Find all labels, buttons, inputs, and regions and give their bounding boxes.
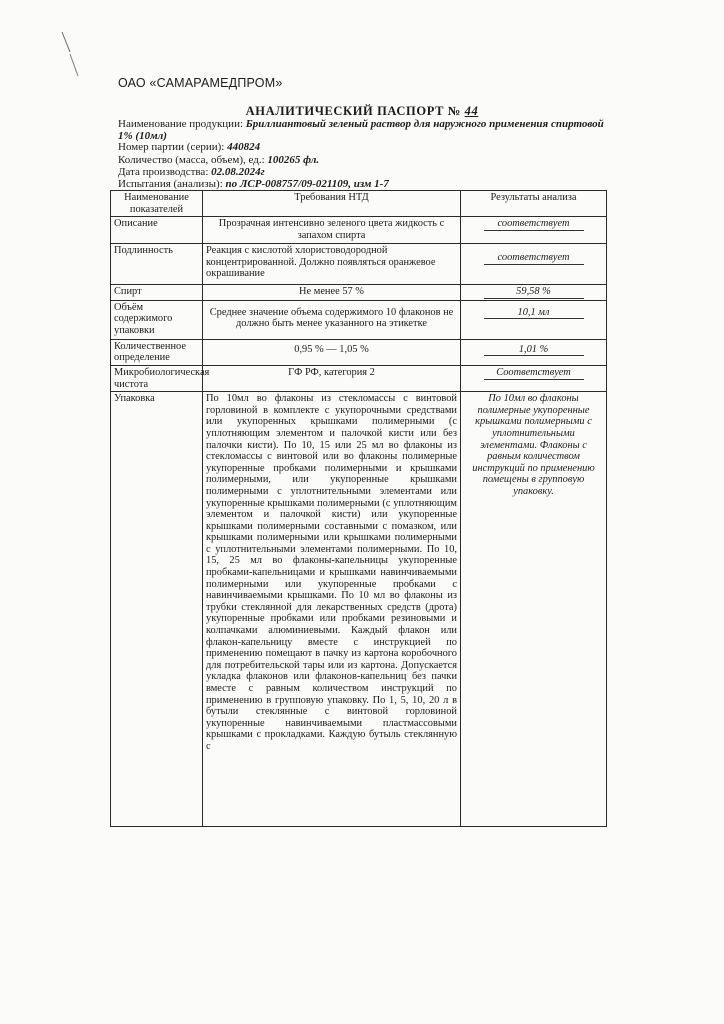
tests-line: [118, 178, 618, 190]
row-name: Упаковка: [111, 392, 203, 827]
production-date-line: [118, 166, 618, 178]
quantity-label: Количество (масса, объем), ед.:: [118, 154, 265, 166]
row-result-value: соответствует: [484, 218, 584, 231]
table-row: [111, 244, 607, 285]
row-result: [461, 365, 607, 391]
product-line: [118, 118, 618, 142]
row-name: Подлинность: [111, 244, 203, 285]
company-name: ОАО «САМАРАМЕДПРОМ»: [118, 76, 283, 90]
row-name: Микробиологическая чистота: [111, 365, 203, 391]
row-requirement: По 10мл во флаконы из стекломассы с винтовой горловиной в комплекте с укупорочными средствами или укупоренных крышками полимерными (с уплотняющим элементом и палочкой кисти или без палочки кисти). По 10, 15 или 25 мл во флаконы из стекломассы с винтовой или во флаконы полимерные укупоренные пробками полимерными и крышками полимерными, или укупоренные крышками полимерными с уплотнительными элементами или укупоренные крышками полимерными (с уплотняющим элементом и палочкой кисти) или укупоренные крышками полимерными составными с помазком, или крышками полимерными или крышками полимерными с уплотнительными элементами полимерными. По 10, 15, 25 мл во флаконы-капельницы укупоренные пробками-капельницами и крышками навинчиваемыми полимерными или укупоренные пробками с навинчиваемыми крышками. По 10 мл во флаконы из трубки стеклянной для лекарственных средств (дрота) укупоренные пробками или пробками резиновыми и колпачками алюминиевыми. Каждый флакон или флакон-капельницу вместе с инструкцией по применению помещают в пачку из картона коробочного для потребительской тары или из картона. Допускается укладка флаконов или флаконов-капельниц без пачки вместе с равным количеством инструкций по применению в групповую упаковку. По 1, 5, 10, 20 л в бутыли стеклянные с винтовой горловиной укупоренные навинчиваемыми пластмассовыми крышками с прокладками. Каждую бутыль стеклянную с: [203, 392, 461, 827]
row-result: [461, 217, 607, 244]
row-result: По 10мл во флаконы полимерные укупоренные крышками полимерными с уплотнительными элементами. Флаконы с равным количеством инструкций по применению помещены в групповую упаковку.: [461, 392, 607, 827]
row-result-value: 1,01 %: [484, 344, 584, 357]
document-title: [0, 104, 724, 119]
date-value: 02.08.2024г: [211, 166, 265, 178]
row-result-value: 59,58 %: [484, 286, 584, 299]
row-requirement: Среднее значение объема содержимого 10 флаконов не должно быть менее указанного на этикетке: [203, 300, 461, 339]
batch-label: Номер партии (серии):: [118, 141, 225, 153]
row-requirement: 0,95 % — 1,05 %: [203, 339, 461, 365]
row-result: [461, 285, 607, 301]
table-row: [111, 392, 607, 827]
row-result-value: 10,1 мл: [484, 307, 584, 320]
table-row: [111, 285, 607, 301]
row-requirement: Не менее 57 %: [203, 285, 461, 301]
specification-table: [110, 190, 607, 827]
row-result: [461, 244, 607, 285]
row-name: Объём содержимого упаковки: [111, 300, 203, 339]
batch-line: [118, 141, 618, 153]
table-row: [111, 365, 607, 391]
row-result: [461, 339, 607, 365]
batch-value: 440824: [227, 141, 261, 153]
row-result-value: соответствует: [484, 252, 584, 265]
quantity-value: 100265 фл.: [267, 154, 320, 166]
row-name: Описание: [111, 217, 203, 244]
table-row: [111, 217, 607, 244]
row-name: Спирт: [111, 285, 203, 301]
row-result: [461, 300, 607, 339]
product-label: Наименование продукции:: [118, 118, 244, 130]
row-requirement: Реакция с кислотой хлористоводородной концентрированной. Должно появляться оранжевое окрашивание: [203, 244, 461, 285]
row-requirement: Прозрачная интенсивно зеленого цвета жидкость с запахом спирта: [203, 217, 461, 244]
date-label: Дата производства:: [118, 166, 209, 178]
row-requirement: ГФ РФ, категория 2: [203, 365, 461, 391]
table-row: [111, 300, 607, 339]
passport-number: 44: [464, 104, 479, 118]
header-results: Результаты анализа: [461, 191, 607, 217]
row-name: Количественное определение: [111, 339, 203, 365]
product-value: Бриллиантовый зеленый раствор для наружного применения спиртовой 1% (10мл): [118, 118, 604, 142]
tests-value: по ЛСР-008757/09-021109, изм 1-7: [225, 178, 389, 190]
header-requirements: Требования НТД: [203, 191, 461, 217]
table-row: [111, 339, 607, 365]
header-indicator: Наименование показателей: [111, 191, 203, 217]
quantity-line: [118, 154, 618, 166]
table-header-row: [111, 191, 607, 217]
row-result-value: Соответствует: [484, 367, 584, 380]
tests-label: Испытания (анализы):: [118, 178, 223, 190]
title-text: АНАЛИТИЧЕСКИЙ ПАСПОРТ №: [245, 104, 461, 118]
scan-mark: [60, 30, 82, 80]
